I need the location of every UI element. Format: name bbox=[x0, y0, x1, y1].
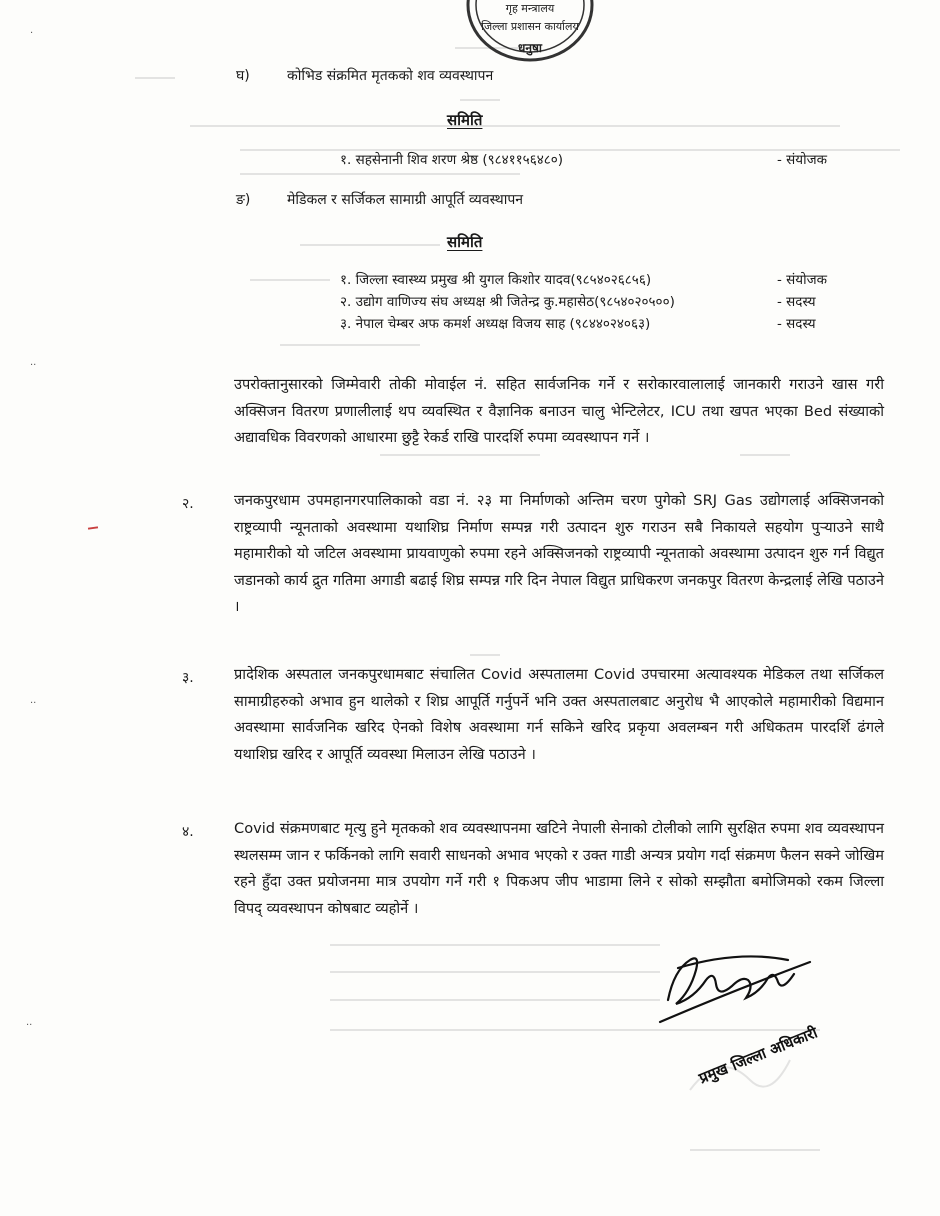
section-title: मेडिकल र सर्जिकल सामाग्री आपूर्ति व्यवस्थापन bbox=[287, 192, 524, 208]
committee-member: २. उद्योग वाणिज्य संघ अध्यक्ष श्री जितेन्द्र कु.महासेठ(९८५४०२०५००) bbox=[340, 294, 675, 310]
margin-mark: ·· bbox=[30, 698, 37, 709]
committee-member: ३. नेपाल चेम्बर अफ कमर्श अध्यक्ष विजय साह (९८४४०२४०६३) bbox=[340, 316, 651, 332]
decision-text: जनकपुरधाम उपमहानगरपालिकाको वडा नं. २३ मा निर्माणको अन्तिम चरण पुगेको SRJ Gas उद्योगलाई अक्सिजनको राष्ट्रव्यापी न्यूनताको अवस्थामा यथाशिघ्र निर्माण सम्पन्न गरी उत्पादन शुरु गराउन सबै निकायले सहयोग पुऱ्याउने साथै महामारीको यो जटिल अवस्थामा प्रायवाणुको रुपमा रहने अक्सिजनको राष्ट्रव्यापी न्यूनताको अवस्थामा उत्पादन शुरु गर्न विद्युत जडानको कार्य द्रुत गतिमा अगाडी बढाई शिघ्र सम्पन्न गरि दिन नेपाल विद्युत प्राधिकरण जनकपुर वितरण केन्द्रलाई लेखि पठाउने । bbox=[234, 492, 884, 615]
signature-block bbox=[640, 930, 840, 1090]
section-number: घ) bbox=[236, 68, 250, 84]
committee-member bbox=[340, 150, 563, 168]
member-role: - सदस्य bbox=[777, 294, 816, 310]
decision-number: ३. bbox=[182, 670, 194, 686]
decision-text: प्रादेशिक अस्पताल जनकपुरधामबाट संचालित Covid अस्पतालमा Covid उपचारमा अत्यावश्यक मेडिकल तथा सर्जिकल सामाग्रीहरुको अभाव हुन थालेको र शिघ्र आपूर्ति गर्नुपर्ने भनि उक्त अस्पतालबाट अनुरोध भै आएकोले महामारीको विद्यमान अवस्थामा सार्वजनिक खरिद ऐनको विशेष अवस्थामा गर्न सकिने खरिद प्रकृया अवलम्बन गरी अधिकतम पारदर्शि ढंगले यथाशिघ्र खरिद र आपूर्ति व्यवस्था मिलाउन लेखि पठाउने । bbox=[234, 666, 884, 763]
stamp-line-2: जिल्ला प्रशासन कार्यालय bbox=[481, 20, 579, 33]
stamp-line-1: गृह मन्त्रालय bbox=[505, 2, 555, 15]
decision-text: Covid संक्रमणबाट मृत्यु हुने मृतकको शव व्यवस्थापनमा खटिने नेपाली सेनाको टोलीको लागि सुरक्षित रुपमा शव व्यवस्थापन स्थलसम्म जान र फर्किनको लागि सवारी साधनको अभाव भएको र उक्त गाडी अन्यत्र प्रयोग गर्दा संक्रमण फैलन सक्ने जोखिम रहने हुँदा उक्त प्रयोजनमा मात्र उपयोग गर्ने गरी १ पिकअप जीप भाडामा लिने र सोको सम्झौता बमोजिमको रकम जिल्ला विपद् व्यवस्थापन कोषबाट व्यहोर्ने । bbox=[234, 820, 884, 917]
margin-mark: ·· bbox=[30, 360, 37, 371]
member-name: १. सहसेनानी शिव शरण श्रेष्ठ (९८४११५६४८०) bbox=[340, 152, 564, 168]
decision-number: २. bbox=[182, 496, 194, 512]
section-number: ङ) bbox=[236, 192, 251, 208]
committee-member: १. जिल्ला स्वास्थ्य प्रमुख श्री युगल किशोर यादव(९८५४०२६८५६) bbox=[340, 272, 652, 288]
summary-paragraph: उपरोक्तानुसारको जिम्मेवारी तोकी मोवाईल नं. सहित सार्वजनिक गर्ने र सरोकारवालालाई जानकारी गराउने खास गरी अक्सिजन वितरण प्रणालीलाई थप व्यवस्थित र वैज्ञानिक बनाउन चालु भेन्टिलेटर, ICU तथा खपत भएका Bed संख्याको अद्यावधिक विवरणको आधारमा छुट्टै रेकर्ड राखि पारदर्शि रुपमा व्यवस्थापन गर्ने । bbox=[234, 376, 884, 446]
decision-number: ४. bbox=[182, 824, 194, 840]
margin-mark: · bbox=[30, 28, 34, 39]
red-margin-mark bbox=[88, 526, 98, 529]
office-stamp bbox=[460, 0, 600, 70]
margin-mark: ·· bbox=[26, 1020, 33, 1031]
signatory-title: प्रमुख जिल्ला अधिकारी bbox=[696, 1023, 820, 1088]
committee-heading: समिति bbox=[447, 233, 483, 251]
member-role: - संयोजक bbox=[777, 272, 828, 288]
member-role: - सदस्य bbox=[777, 316, 816, 332]
stamp-line-3: धनुषा bbox=[517, 41, 543, 55]
section-title: कोभिड संक्रमित मृतकको शव व्यवस्थापन bbox=[287, 68, 494, 84]
committee-heading: समिति bbox=[447, 111, 483, 129]
member-role: - संयोजक bbox=[777, 152, 828, 168]
